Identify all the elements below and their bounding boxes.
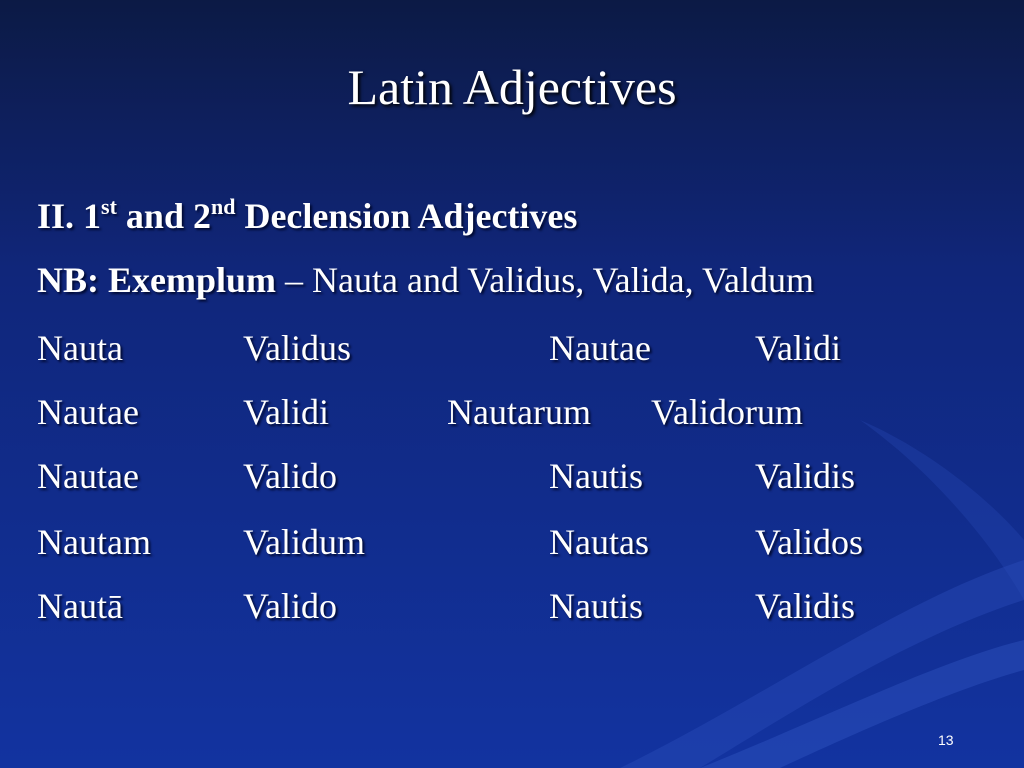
table-cell: Nautis — [549, 456, 643, 496]
page-number: 13 — [938, 732, 954, 748]
table-cell: Nautarum — [447, 392, 591, 432]
subtitle-sup-st: st — [101, 194, 117, 219]
table-cell: Validis — [755, 456, 856, 496]
note-text: – Nauta and Validus, Valida, Valdum — [276, 260, 814, 300]
table-cell: Validi — [243, 392, 329, 432]
table-cell: Validos — [755, 522, 863, 562]
table-cell: Nauta — [37, 328, 123, 368]
exemplum-note — [37, 262, 814, 298]
table-cell: Nautae — [37, 392, 139, 432]
table-cell: Nautis — [549, 586, 643, 626]
slide-title: Latin Adjectives — [347, 59, 677, 115]
table-cell: Validum — [243, 522, 365, 562]
table-cell: Nautae — [37, 456, 139, 496]
table-cell: Nautas — [549, 522, 649, 562]
table-cell: Validi — [755, 328, 841, 368]
table-cell: Nautam — [37, 522, 151, 562]
table-cell: Nautā — [37, 586, 123, 626]
table-cell: Valido — [243, 586, 337, 626]
table-cell: Validis — [755, 586, 856, 626]
subtitle-sup-nd: nd — [210, 194, 236, 219]
subtitle — [37, 194, 578, 236]
subtitle-prefix: II. 1 — [37, 196, 102, 236]
subtitle-mid: and 2 — [116, 196, 211, 236]
table-cell: Valido — [243, 456, 337, 496]
table-cell: Validus — [243, 328, 351, 368]
note-label: NB: Exemplum — [37, 260, 277, 300]
table-cell: Nautae — [549, 328, 651, 368]
table-cell: Validorum — [651, 392, 803, 432]
subtitle-suffix: Declension Adjectives — [235, 196, 578, 236]
